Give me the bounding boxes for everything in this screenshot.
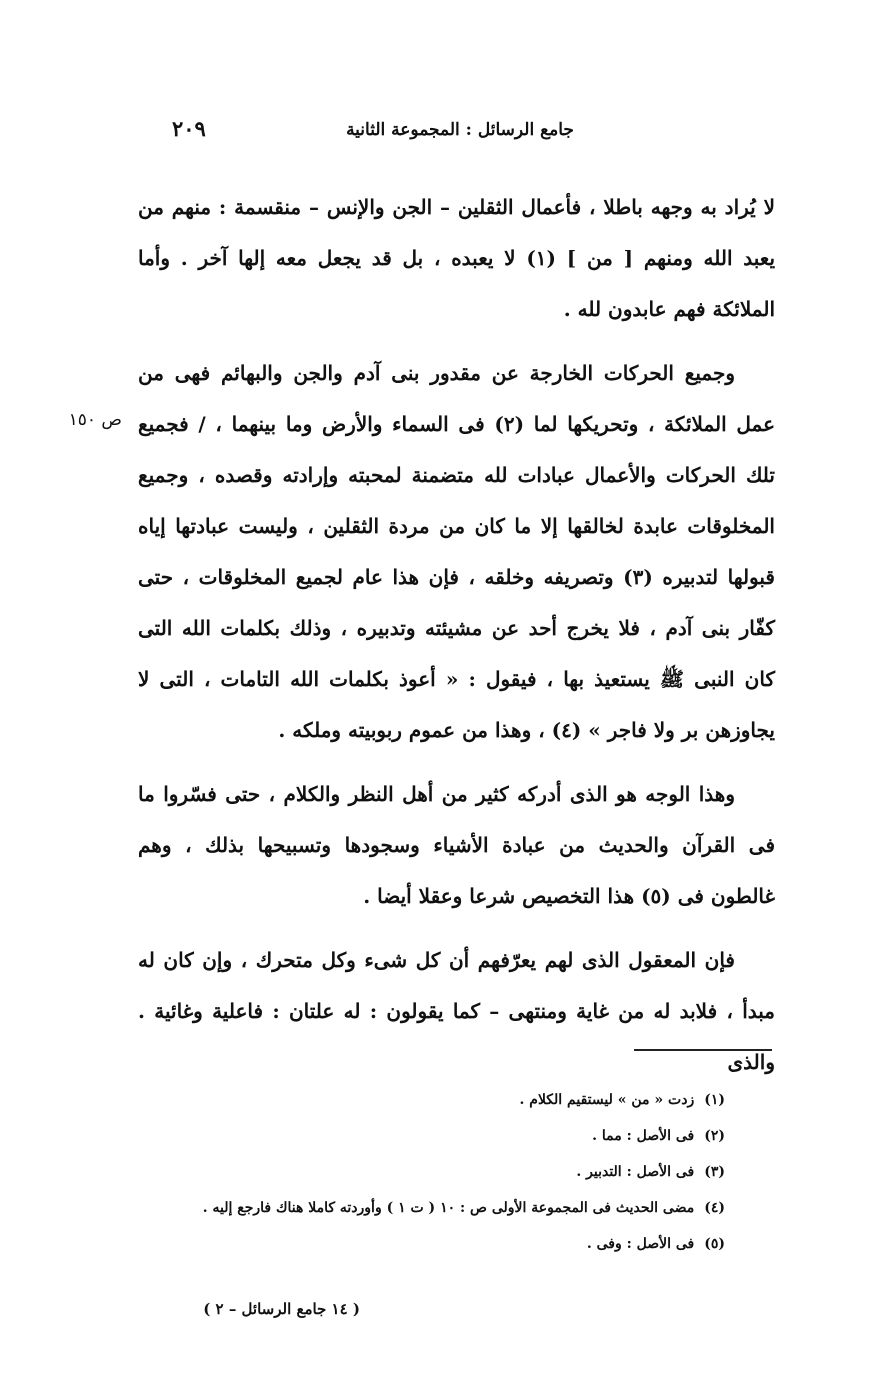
main-text <box>138 182 775 1101</box>
footnote-text: فى الأصل : وفى . <box>586 1236 695 1252</box>
footnote-divider <box>634 1049 772 1051</box>
footnote-text: زدت « من » ليستقيم الكلام . <box>519 1092 695 1108</box>
footnote-text: فى الأصل : مما . <box>592 1128 695 1144</box>
footnote-number: (٢) <box>704 1128 725 1144</box>
footnotes <box>130 1082 725 1262</box>
footnote-2 <box>130 1118 725 1154</box>
margin-page-reference: ص ١٥٠ <box>68 410 122 430</box>
paragraph-1: لا يُراد به وجهه باطلا ، فأعمال الثقلين – الجن والإنس – منقسمة : منهم من يعبد الله ومنهم [ من ] (١) لا يعبده ، بل قد يجعل معه إلها آخر . وأما الملائكة فهم عابدون لله . <box>138 195 776 321</box>
footnote-5 <box>130 1226 725 1262</box>
footnote-1 <box>130 1082 725 1118</box>
footnote-number: (٥) <box>704 1236 725 1252</box>
printer-signature: ( ١٤ جامع الرسائل – ٢ ) <box>203 1300 360 1318</box>
footnote-number: (٣) <box>704 1164 725 1180</box>
paragraph-2: وجميع الحركات الخارجة عن مقدور بنى آدم والجن والبهائم فهى من عمل الملائكة ، وتحريكها لما (٢) فى السماء والأرض وما بينهما ، / فجميع تلك الحركات والأعمال عبادات لله متضمنة لمحبته وإرادته وقصده ، وجميع المخلوقات عابدة لخالقها إلا ما كان من مردة الثقلين ، وليست عبادتها إياه قبولها لتدبيره (٣) وتصريفه وخلقه ، فإن هذا عام لجميع المخلوقات ، حتى كفّار بنى آدم ، فلا يخرج أحد عن مشيئته وتدبيره ، وذلك بكلمات الله التى كان النبى ﷺ يستعيذ بها ، فيقول : « أعوذ بكلمات الله التامات ، التى لا يجاوزهن بر ولا فاجر » (٤) ، وهذا من عموم ربوبيته وملكه . <box>138 361 776 742</box>
footnote-text: مضى الحديث فى المجموعة الأولى ص : ١٠ ( ت ١ ) وأوردته كاملا هناك فارجع إليه . <box>202 1200 695 1216</box>
running-title: جامع الرسائل : المجموعة الثانية <box>346 120 574 140</box>
footnote-3 <box>130 1154 725 1190</box>
footnote-text: فى الأصل : التدبير . <box>576 1164 695 1180</box>
page-number: ٢٠٩ <box>172 116 206 141</box>
footnote-number: (٤) <box>704 1200 725 1216</box>
footnote-number: (١) <box>704 1092 725 1108</box>
paragraph-3: وهذا الوجه هو الذى أدركه كثير من أهل النظر والكلام ، حتى فسّروا ما فى القرآن والحديث من عبادة الأشياء وسجودها وتسبيحها بذلك ، وهم غالطون فى (٥) هذا التخصيص شرعا وعقلا أيضا . <box>138 782 776 908</box>
paragraph-4: فإن المعقول الذى لهم يعرّفهم أن كل شىء وكل متحرك ، وإن كان له مبدأ ، فلابد له من غاية ومنتهى – كما يقولون : له علتان : فاعلية وغائية . والذى <box>138 948 775 1074</box>
footnote-4 <box>130 1190 725 1226</box>
